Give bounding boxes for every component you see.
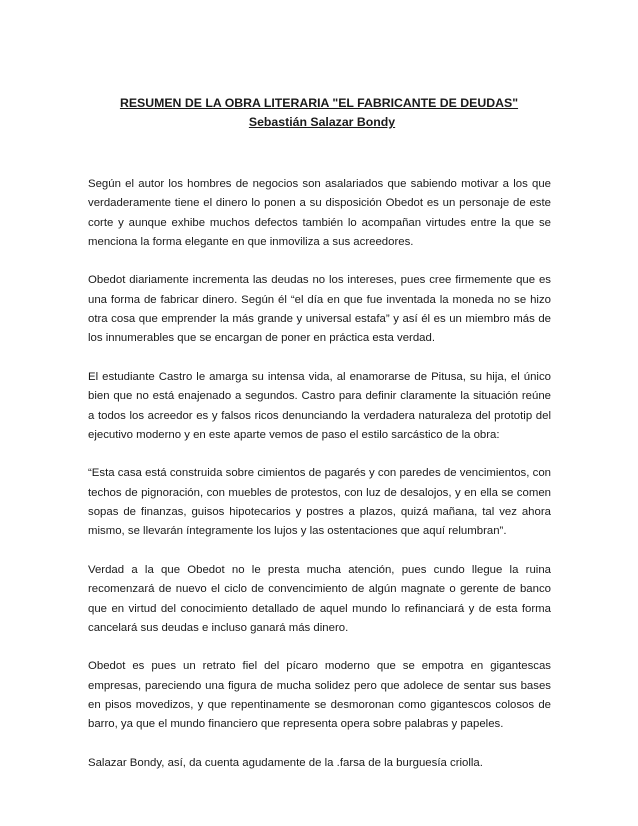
paragraph: El estudiante Castro le amarga su intensa vida, al enamorarse de Pitusa, su hija, el único bien que no está enajenado a segundos. Castro para definir claramente la situación reúne a todos los acreedor es y falsos ricos denunciando la verdadera naturaleza del prototip del ejecutivo moderno y en este aparte vemos de paso el estilo sarcástico de la obra: xyxy=(88,370,551,441)
document-author: Sebastián Salazar Bondy xyxy=(248,115,396,129)
quote-paragraph: “Esta casa está construida sobre cimientos de pagarés y con paredes de vencimientos, con techos de pignoración, con muebles de protestos, con luz de desalojos, y en ella se comen sopas de finanzas, guisos hipotecarios y postres a plazos, quizá mañana, tal vez ahora mismo, se llevarán íntegramente los lujos y las ostentaciones que aquí relumbran”. xyxy=(88,467,551,538)
paragraph: Según el autor los hombres de negocios son asalariados que sabiendo motivar a los que verdaderamente tiene el dinero lo ponen a su disposición Obedot es un personaje de este corte y aunque exhibe muchos defectos también lo acompañan virtudes entre la que se menciona la forma elegante en que inmoviliza a sus acreedores. xyxy=(88,178,551,248)
paragraph: Verdad a la que Obedot no le presta mucha atención, pues cundo llegue la ruina recomenzará de nuevo el ciclo de convencimiento de algún magnate o gerente de banco que en virtud del conocimiento detallado de aquel mundo lo refinanciará y de esta forma cancelará sus deudas e incluso ganará más dinero. xyxy=(88,563,551,634)
paragraph: Salazar Bondy, así, da cuenta agudamente de la .farsa de la burguesía criolla. xyxy=(88,756,483,769)
document-body xyxy=(88,175,551,793)
paragraph: Obedot diariamente incrementa las deudas no los intereses, pues cree firmemente que es una forma de fabricar dinero. Según él “el día en que fue inventada la moneda no se hizo otra cosa que emprender la más grande y universal estafa” y así él es un miembro más de los innumerables que se encargan de poner en práctica esta verdad. xyxy=(88,274,551,345)
title-block xyxy=(0,94,638,132)
document-title: RESUMEN DE LA OBRA LITERARIA "EL FABRICANTE DE DEUDAS" xyxy=(119,96,519,110)
paragraph: Obedot es pues un retrato fiel del pícaro moderno que se empotra en gigantescas empresas, pareciendo una figura de mucha solidez pero que adolece de sentar sus bases en pisos movedizos, y que repentinamente se desmoronan como gigantescos colosos de barro, ya que el mundo financiero que representa opera sobre palabras y papeles. xyxy=(88,660,551,731)
